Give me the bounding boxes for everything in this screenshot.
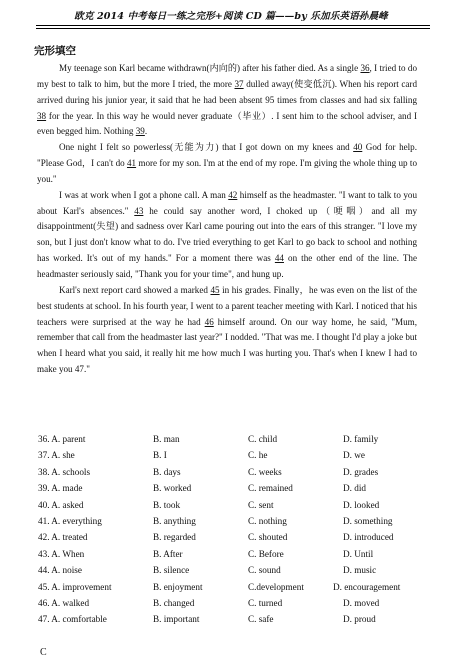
blank-40: 40	[353, 142, 363, 153]
option-c: C. he	[248, 450, 268, 461]
option-row-37	[38, 450, 438, 466]
text: he could say another word, I choked up（哽咽）and all my disappointment(失望) and sadness over Karl came pouring out into the ears of this stranger. "I love my son, but I just don't know what to do. I've tried everything to get Karl to go back to school and nothing has worked. It's out of my hands." For a moment there was	[37, 205, 417, 264]
option-a: 45. A. improvement	[38, 581, 112, 592]
option-a: 40. A. asked	[38, 499, 84, 510]
option-d: D. introduced	[343, 532, 394, 543]
option-d: D. Until	[343, 548, 374, 559]
option-d: D. did	[343, 483, 366, 494]
option-c: C. turned	[248, 597, 283, 608]
option-c: C. shouted	[248, 532, 288, 543]
blank-43: 43	[134, 205, 144, 216]
option-b: B. After	[153, 548, 183, 559]
option-row-43	[38, 549, 438, 565]
page-footer-letter: C	[40, 647, 47, 658]
option-d: D. proud	[343, 614, 376, 625]
text: himself as the headmaster. "I want to talk to you about Karl's absences."	[37, 189, 417, 216]
option-d: D. moved	[343, 597, 380, 608]
text: for the year. In this way he would never graduate（毕业）. I sent him to the school adviser, and I even begged him. Nothing	[37, 110, 417, 137]
blank-37: 37	[234, 78, 244, 89]
option-c: C. nothing	[248, 515, 287, 526]
option-d: D. family	[343, 434, 379, 444]
text: .	[144, 126, 148, 137]
option-d: D. encouragement	[333, 581, 401, 592]
option-c: C.development	[248, 581, 304, 592]
option-a: 41. A. everything	[38, 515, 102, 526]
option-a: 43. A. When	[38, 548, 85, 559]
option-row-44	[38, 565, 438, 581]
option-row-41	[38, 516, 438, 532]
option-row-46	[38, 598, 438, 614]
paragraph-1	[37, 61, 417, 140]
text: God for help. "Please God，I can't do	[37, 142, 417, 169]
text: in his grades. Finally，he was even on the list of the best students at school. In his fourth year, I went to a parent teacher meeting with Karl. I noticed that his teachers were surprised at the way he had	[37, 284, 417, 327]
paragraph-2	[37, 140, 417, 188]
option-b: B. worked	[153, 483, 192, 494]
option-b: B. regarded	[153, 532, 196, 543]
option-c: C. sound	[248, 565, 281, 576]
option-a: 46. A. walked	[38, 597, 90, 608]
option-row-42	[38, 532, 438, 548]
option-c: C. remained	[248, 483, 293, 494]
header-divider	[36, 25, 430, 29]
text: I was at work when I got a phone call. A man	[59, 189, 229, 200]
option-a: 42. A. treated	[38, 532, 88, 543]
blank-39: 39	[135, 126, 145, 137]
blank-44: 44	[274, 253, 284, 264]
text: dulled away(使变低沉). When his report card arrived during his junior year, it said that he had been absent 95 times from classes and had six falling	[37, 78, 418, 105]
option-c: C. safe	[248, 614, 274, 625]
blank-36: 36	[360, 63, 370, 73]
option-b: B. days	[153, 466, 181, 477]
option-d: D. grades	[343, 466, 379, 477]
option-row-39	[38, 483, 438, 499]
option-a: 36. A. parent	[38, 434, 86, 444]
option-b: B. important	[153, 614, 200, 625]
option-c: C. child	[248, 434, 278, 444]
option-b: B. anything	[153, 515, 196, 526]
blank-42: 42	[228, 189, 238, 200]
option-b: B. changed	[153, 597, 195, 608]
option-c: C. weeks	[248, 466, 282, 477]
paragraph-3	[37, 188, 417, 283]
text: on the other end of the line. The headmaster seriously said, "Thank you for your time", and hung up.	[37, 253, 417, 279]
page-header: 欧克 2014 中考每日一练之完形+阅读 CD 篇——by 乐加乐英语孙晨峰	[74, 11, 388, 22]
text: My teenage son Karl became withdrawn(内向的) after his father died. As a single	[59, 63, 361, 73]
text: , I tried to do my best to talk to him, but the more I tried, the more	[37, 63, 417, 89]
option-row-47	[38, 614, 438, 630]
option-d: D. looked	[343, 499, 380, 510]
blank-45: 45	[210, 284, 220, 295]
blank-38: 38	[37, 110, 47, 121]
option-row-36	[38, 434, 438, 450]
option-row-38	[38, 467, 438, 483]
answer-options	[38, 434, 438, 631]
option-d: D. music	[343, 565, 377, 576]
option-a: 47. A. comfortable	[38, 614, 107, 625]
passage	[37, 61, 417, 378]
option-a: 38. A. schools	[38, 466, 91, 477]
text: Karl's next report card showed a marked	[59, 284, 211, 295]
option-d: D. something	[343, 515, 393, 526]
paragraph-4	[37, 283, 417, 378]
option-b: B. man	[153, 434, 180, 444]
text: One night I felt so powerless(无能为力) that I got down on my knees and	[59, 142, 354, 153]
blank-41: 41	[126, 158, 137, 169]
option-d: D. we	[343, 450, 365, 461]
option-a: 39. A. made	[38, 483, 83, 494]
section-title: 完形填空	[34, 45, 76, 57]
option-c: C. Before	[248, 548, 284, 559]
option-b: B. took	[153, 499, 181, 510]
option-b: B. I	[153, 450, 167, 461]
option-a: 44. A. noise	[38, 565, 82, 576]
option-a: 37. A. she	[38, 450, 75, 461]
option-row-40	[38, 500, 438, 516]
blank-46: 46	[204, 316, 214, 327]
option-b: B. silence	[153, 565, 190, 576]
option-b: B. enjoyment	[153, 581, 203, 592]
text: himself around. On our way home, he said, "Mum, remember that call from the headmaster last year?" I nodded. "That was me. I thought I'd play a joke but when I heard what you said, it really hit me how much I was hurting you. That's when I knew I had to make you 47."	[37, 316, 418, 375]
option-row-45	[38, 582, 438, 598]
text: more for my son. I'm at the end of my rope. I'm giving the whole thing up to you."	[37, 158, 417, 184]
option-c: C. sent	[248, 499, 274, 510]
